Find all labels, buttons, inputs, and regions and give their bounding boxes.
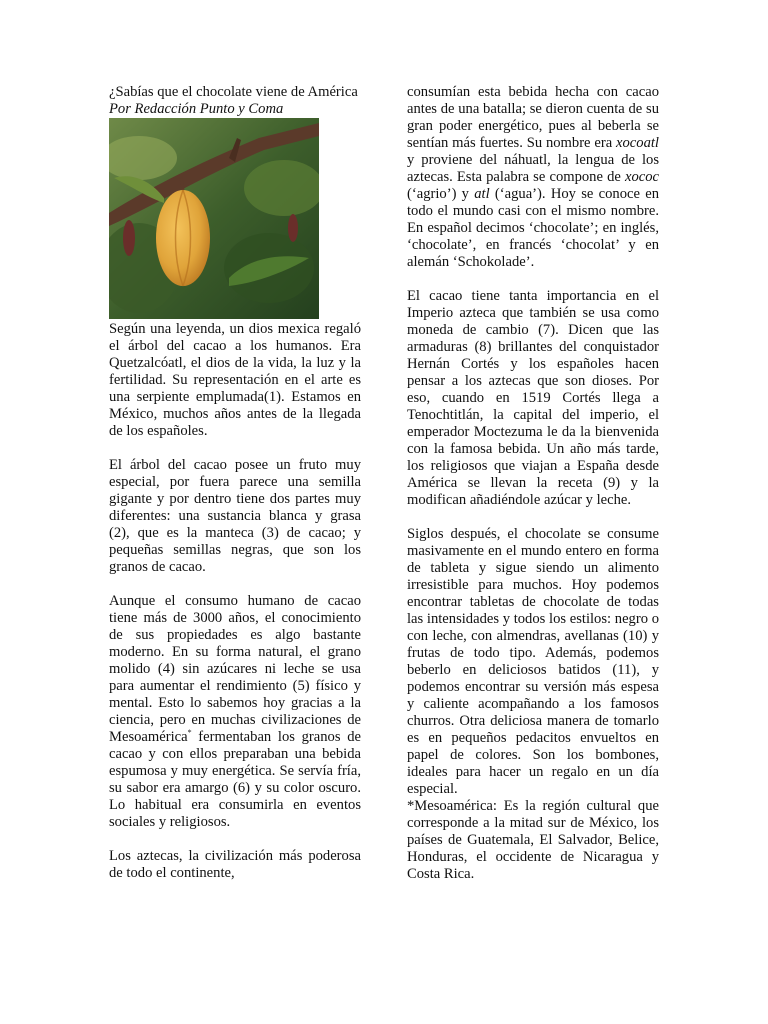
paragraph-consumo-text-b: fermentaban los granos de cacao y con ellos preparaban una bebida espumosa y muy energética. Se servía fría, su sabor era amargo (6) y su color oscuro. Lo habitual era consumirla en eventos sociales y religiosos.	[109, 729, 361, 830]
paragraph-aztecas-text-b: y proviene del náhuatl, la lengua de los aztecas. Esta palabra se compone de	[407, 152, 659, 185]
paragraph-aztecas-start: Los aztecas, la civilización más poderosa de todo el continente,	[109, 848, 361, 881]
paragraph-aztecas-text-a: consumían esta bebida hecha con cacao antes de una batalla; se dieron cuenta de su gran poder energético, pues al beberla se sentían más fuertes. Su nombre era	[407, 84, 659, 151]
word-xocoatl: xocoatl	[616, 135, 659, 151]
word-xococ: xococ	[624, 169, 659, 185]
footnote-mesoamerica: *Mesoamérica: Es la región cultural que corresponde a la mitad sur de México, los países de Guatemala, El Salvador, Belice, Honduras, el occidente de Nicaragua y Costa Rica.	[407, 798, 659, 882]
paragraph-leyenda: Según una leyenda, un dios mexica regaló el árbol del cacao a los humanos. Era Quetzalcóatl, el dios de la vida, la luz y la fertilidad. Su representación en el arte es una serpiente emplumada(1). Estamos en México, muchos años antes de la llegada de los españoles.	[109, 321, 361, 439]
footnote-marker: *	[187, 728, 192, 738]
paragraph-fruto: El árbol del cacao posee un fruto muy especial, por fuera parece una semilla gigante y por dentro tiene dos partes muy diferentes: una sustancia blanca y grasa (2), que es la manteca (3) de cacao; y pequeñas semillas negras, que son los granos de cacao.	[109, 457, 361, 575]
paragraph-siglos: Siglos después, el chocolate se consume masivamente en el mundo entero en forma de tableta y sigue siendo un alimento irresistible para muchos. Hoy podemos encontrar tabletas de chocolate de todas las intensidades y todos los estilos: negro o con leche, con almendras, avellanas (10) y frutas de todo tipo. Además, podemos beberlo en deliciosos batidos (11), y podemos encontrar su versión más espesa y caliente acompañando a los famosos churros. Otra deliciosa manera de tomarlo es en pequeños pedacitos envueltos en papel de colores. Son los bombones, ideales para hacer un regalo en un día especial.	[407, 526, 659, 797]
paragraph-aztecas-text-c: (‘agrio’) y	[407, 186, 475, 202]
paragraph-consumo	[109, 593, 361, 831]
article-title: ¿Sabías que el chocolate viene de América	[109, 84, 358, 100]
right-column	[407, 84, 659, 883]
word-atl: atl	[474, 186, 490, 202]
article-byline: Por Redacción Punto y Coma	[109, 101, 284, 117]
cacao-pod-photo	[109, 118, 319, 319]
paragraph-imperio: El cacao tiene tanta importancia en el Imperio azteca que también se usa como moneda de cambio (7). Dicen que las armaduras (8) brillantes del conquistador Hernán Cortés y los españoles hacen pensar a los aztecas que son dioses. Por eso, cuando en 1519 Cortés llega a Tenochtitlán, la capital del imperio, el emperador Moctezuma le da la bienvenida con la famosa bebida. Un año más tarde, los religiosos que viajan a España desde América se llevan la receta (9) y la modifican añadiéndole azúcar y leche.	[407, 288, 659, 508]
paragraph-aztecas-cont	[407, 84, 659, 271]
left-column	[109, 84, 361, 882]
paragraph-aztecas-text-d: (‘agua’). Hoy se conoce en todo el mundo casi con el mismo nombre. En español decimos ‘chocolate’; en inglés, ‘chocolate’, en francés ‘chocolat’ y en alemán ‘Schokolade’.	[407, 186, 659, 270]
paragraph-consumo-text-a: Aunque el consumo humano de cacao tiene más de 3000 años, el conocimiento de sus propiedades es algo bastante moderno. En su forma natural, el grano molido (4) sin azúcares ni leche se usa para aumentar el rendimiento (5) físico y mental. Esto lo sabemos hoy gracias a la ciencia, pero en muchas civilizaciones de Mesoamérica	[109, 593, 361, 745]
